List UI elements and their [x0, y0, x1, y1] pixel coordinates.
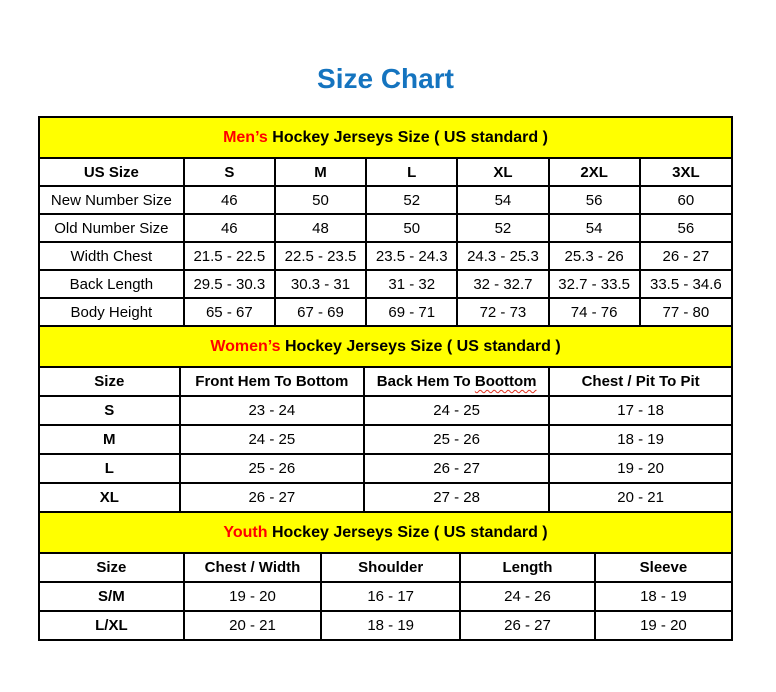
- column-header: Length: [460, 554, 595, 582]
- row-label: New Number Size: [40, 186, 184, 214]
- table-cell: 20 - 21: [184, 611, 322, 639]
- mens-size-table: [40, 159, 731, 325]
- table-cell: 33.5 - 34.6: [640, 270, 731, 298]
- page-title: Size Chart: [317, 63, 454, 94]
- table-cell: 54: [457, 186, 548, 214]
- table-cell: 67 - 69: [275, 298, 366, 325]
- table-cell: 27 - 28: [364, 483, 549, 511]
- table-cell: 18 - 19: [321, 611, 460, 639]
- table-cell: 46: [184, 214, 275, 242]
- table-cell: 69 - 71: [366, 298, 457, 325]
- misspelled-word: Boottom: [474, 373, 537, 390]
- column-header: Chest / Pit To Pit: [549, 368, 731, 396]
- womens-section-highlight: Women’s: [210, 338, 281, 355]
- womens-header-row: [40, 368, 731, 396]
- table-cell: 56: [549, 186, 640, 214]
- youth-section-highlight: Youth: [223, 524, 268, 541]
- table-cell: 77 - 80: [640, 298, 731, 325]
- column-header: US Size: [40, 159, 184, 186]
- table-cell: 19 - 20: [595, 611, 731, 639]
- size-chart: [38, 116, 733, 641]
- table-cell: 26 - 27: [460, 611, 595, 639]
- table-cell: 24 - 25: [364, 396, 549, 425]
- youth-header-row: [40, 554, 731, 582]
- row-label: Old Number Size: [40, 214, 184, 242]
- table-cell: 20 - 21: [549, 483, 731, 511]
- table-cell: 48: [275, 214, 366, 242]
- column-header: XL: [457, 159, 548, 186]
- table-cell: 29.5 - 30.3: [184, 270, 275, 298]
- table-cell: 54: [549, 214, 640, 242]
- table-row: [40, 454, 731, 483]
- table-cell: 18 - 19: [595, 582, 731, 611]
- table-row: [40, 611, 731, 639]
- table-cell: 24 - 26: [460, 582, 595, 611]
- table-cell: 19 - 20: [549, 454, 731, 483]
- womens-size-table: [40, 368, 731, 511]
- row-label: Back Length: [40, 270, 184, 298]
- table-cell: 30.3 - 31: [275, 270, 366, 298]
- table-cell: 50: [275, 186, 366, 214]
- column-header: Size: [40, 368, 180, 396]
- table-cell: 26 - 27: [180, 483, 364, 511]
- row-label: S: [40, 396, 180, 425]
- table-row: [40, 242, 731, 270]
- table-cell: 16 - 17: [321, 582, 460, 611]
- row-label: XL: [40, 483, 180, 511]
- column-header: Size: [40, 554, 184, 582]
- table-cell: 19 - 20: [184, 582, 322, 611]
- column-header: M: [275, 159, 366, 186]
- table-cell: 46: [184, 186, 275, 214]
- table-cell: 24 - 25: [180, 425, 364, 454]
- table-cell: 25 - 26: [180, 454, 364, 483]
- row-label: Width Chest: [40, 242, 184, 270]
- table-cell: 65 - 67: [184, 298, 275, 325]
- table-cell: 60: [640, 186, 731, 214]
- column-header: 2XL: [549, 159, 640, 186]
- womens-section-header: [40, 325, 731, 368]
- table-cell: 23.5 - 24.3: [366, 242, 457, 270]
- table-cell: 52: [457, 214, 548, 242]
- column-header: Back Hem To Boottom: [364, 368, 549, 396]
- mens-section-header: [40, 118, 731, 159]
- mens-header-row: [40, 159, 731, 186]
- row-label: S/M: [40, 582, 184, 611]
- table-row: [40, 396, 731, 425]
- mens-section-title: Hockey Jerseys Size ( US standard ): [267, 129, 548, 146]
- table-cell: 21.5 - 22.5: [184, 242, 275, 270]
- table-cell: 25 - 26: [364, 425, 549, 454]
- table-cell: 72 - 73: [457, 298, 548, 325]
- row-label: L/XL: [40, 611, 184, 639]
- table-row: [40, 298, 731, 325]
- table-row: [40, 270, 731, 298]
- column-header: Chest / Width: [184, 554, 322, 582]
- youth-section-header: [40, 511, 731, 554]
- table-cell: 52: [366, 186, 457, 214]
- mens-section-highlight: Men’s: [223, 129, 268, 146]
- table-cell: 17 - 18: [549, 396, 731, 425]
- table-row: [40, 214, 731, 242]
- table-cell: 74 - 76: [549, 298, 640, 325]
- table-cell: 23 - 24: [180, 396, 364, 425]
- column-header: 3XL: [640, 159, 731, 186]
- table-cell: 56: [640, 214, 731, 242]
- table-row: [40, 186, 731, 214]
- column-header: S: [184, 159, 275, 186]
- column-header: Sleeve: [595, 554, 731, 582]
- row-label: L: [40, 454, 180, 483]
- table-cell: 26 - 27: [640, 242, 731, 270]
- table-row: [40, 483, 731, 511]
- row-label: M: [40, 425, 180, 454]
- table-row: [40, 582, 731, 611]
- column-header: Shoulder: [321, 554, 460, 582]
- table-cell: 31 - 32: [366, 270, 457, 298]
- table-cell: 50: [366, 214, 457, 242]
- table-cell: 25.3 - 26: [549, 242, 640, 270]
- youth-section-title: Hockey Jerseys Size ( US standard ): [267, 524, 548, 541]
- column-header: L: [366, 159, 457, 186]
- column-header: Front Hem To Bottom: [180, 368, 364, 396]
- table-row: [40, 425, 731, 454]
- table-cell: 24.3 - 25.3: [457, 242, 548, 270]
- table-cell: 18 - 19: [549, 425, 731, 454]
- womens-section-title: Hockey Jerseys Size ( US standard ): [280, 338, 561, 355]
- table-cell: 32.7 - 33.5: [549, 270, 640, 298]
- youth-size-table: [40, 554, 731, 639]
- table-cell: 32 - 32.7: [457, 270, 548, 298]
- table-cell: 22.5 - 23.5: [275, 242, 366, 270]
- table-cell: 26 - 27: [364, 454, 549, 483]
- row-label: Body Height: [40, 298, 184, 325]
